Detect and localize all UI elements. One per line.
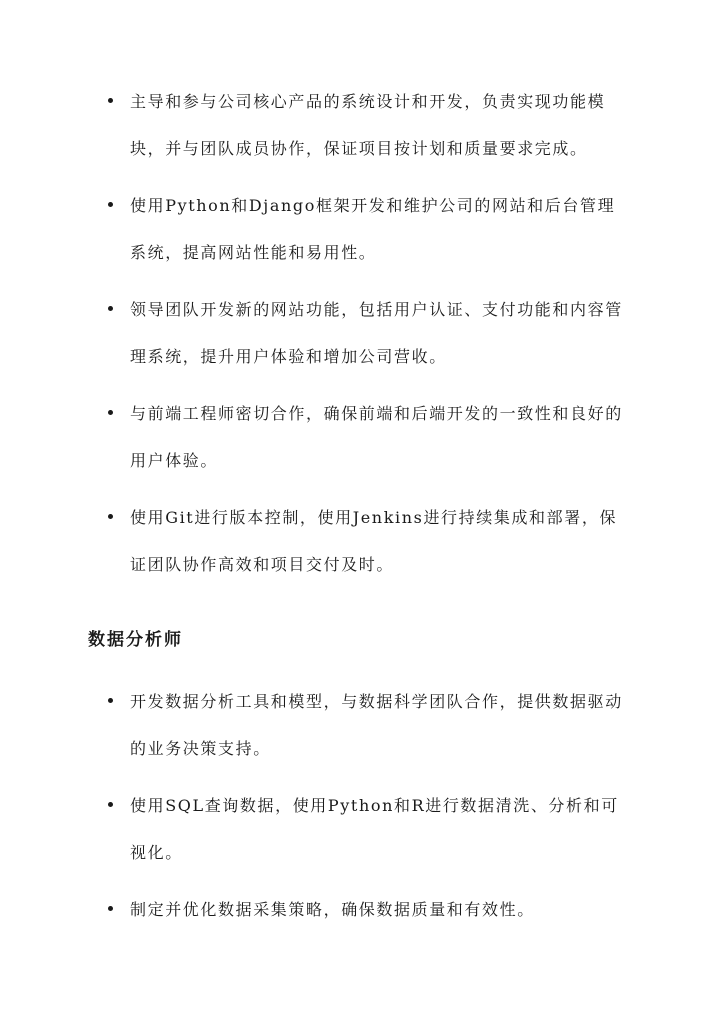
list-item-text: 使用Python和Django框架开发和维护公司的网站和后台管理系统，提高网站性能和易用性。 (130, 196, 616, 262)
bullet-icon (108, 410, 113, 415)
list-item (0, 182, 720, 276)
bullet-icon (108, 202, 113, 207)
list-item-text: 开发数据分析工具和模型，与数据科学团队合作，提供数据驱动的业务决策支持。 (130, 692, 623, 758)
bullet-icon (108, 306, 113, 311)
list-item-text: 主导和参与公司核心产品的系统设计和开发，负责实现功能模块，并与团队成员协作，保证项目按计划和质量要求完成。 (130, 92, 606, 158)
section-heading: 数据分析师 (88, 630, 183, 650)
responsibility-list (0, 78, 720, 588)
list-item (0, 494, 720, 588)
bullet-icon (108, 98, 113, 103)
list-item-text: 制定并优化数据采集策略，确保数据质量和有效性。 (130, 900, 535, 919)
responsibility-list (0, 678, 720, 933)
list-item (0, 78, 720, 172)
list-item-text: 与前端工程师密切合作，确保前端和后端开发的一致性和良好的用户体验。 (130, 404, 623, 470)
bullet-icon (108, 698, 113, 703)
list-item-text: 领导团队开发新的网站功能，包括用户认证、支付功能和内容管理系统，提升用户体验和增加公司营收。 (130, 300, 623, 366)
list-item (0, 390, 720, 484)
bullet-icon (108, 906, 113, 911)
list-item (0, 286, 720, 380)
list-item (0, 886, 720, 933)
list-item-text: 使用SQL查询数据，使用Python和R进行数据清洗、分析和可视化。 (130, 796, 619, 862)
list-item-text: 使用Git进行版本控制，使用Jenkins进行持续集成和部署，保证团队协作高效和项目交付及时。 (130, 508, 618, 574)
bullet-icon (108, 514, 113, 519)
list-item (0, 678, 720, 772)
list-item (0, 782, 720, 876)
bullet-icon (108, 802, 113, 807)
